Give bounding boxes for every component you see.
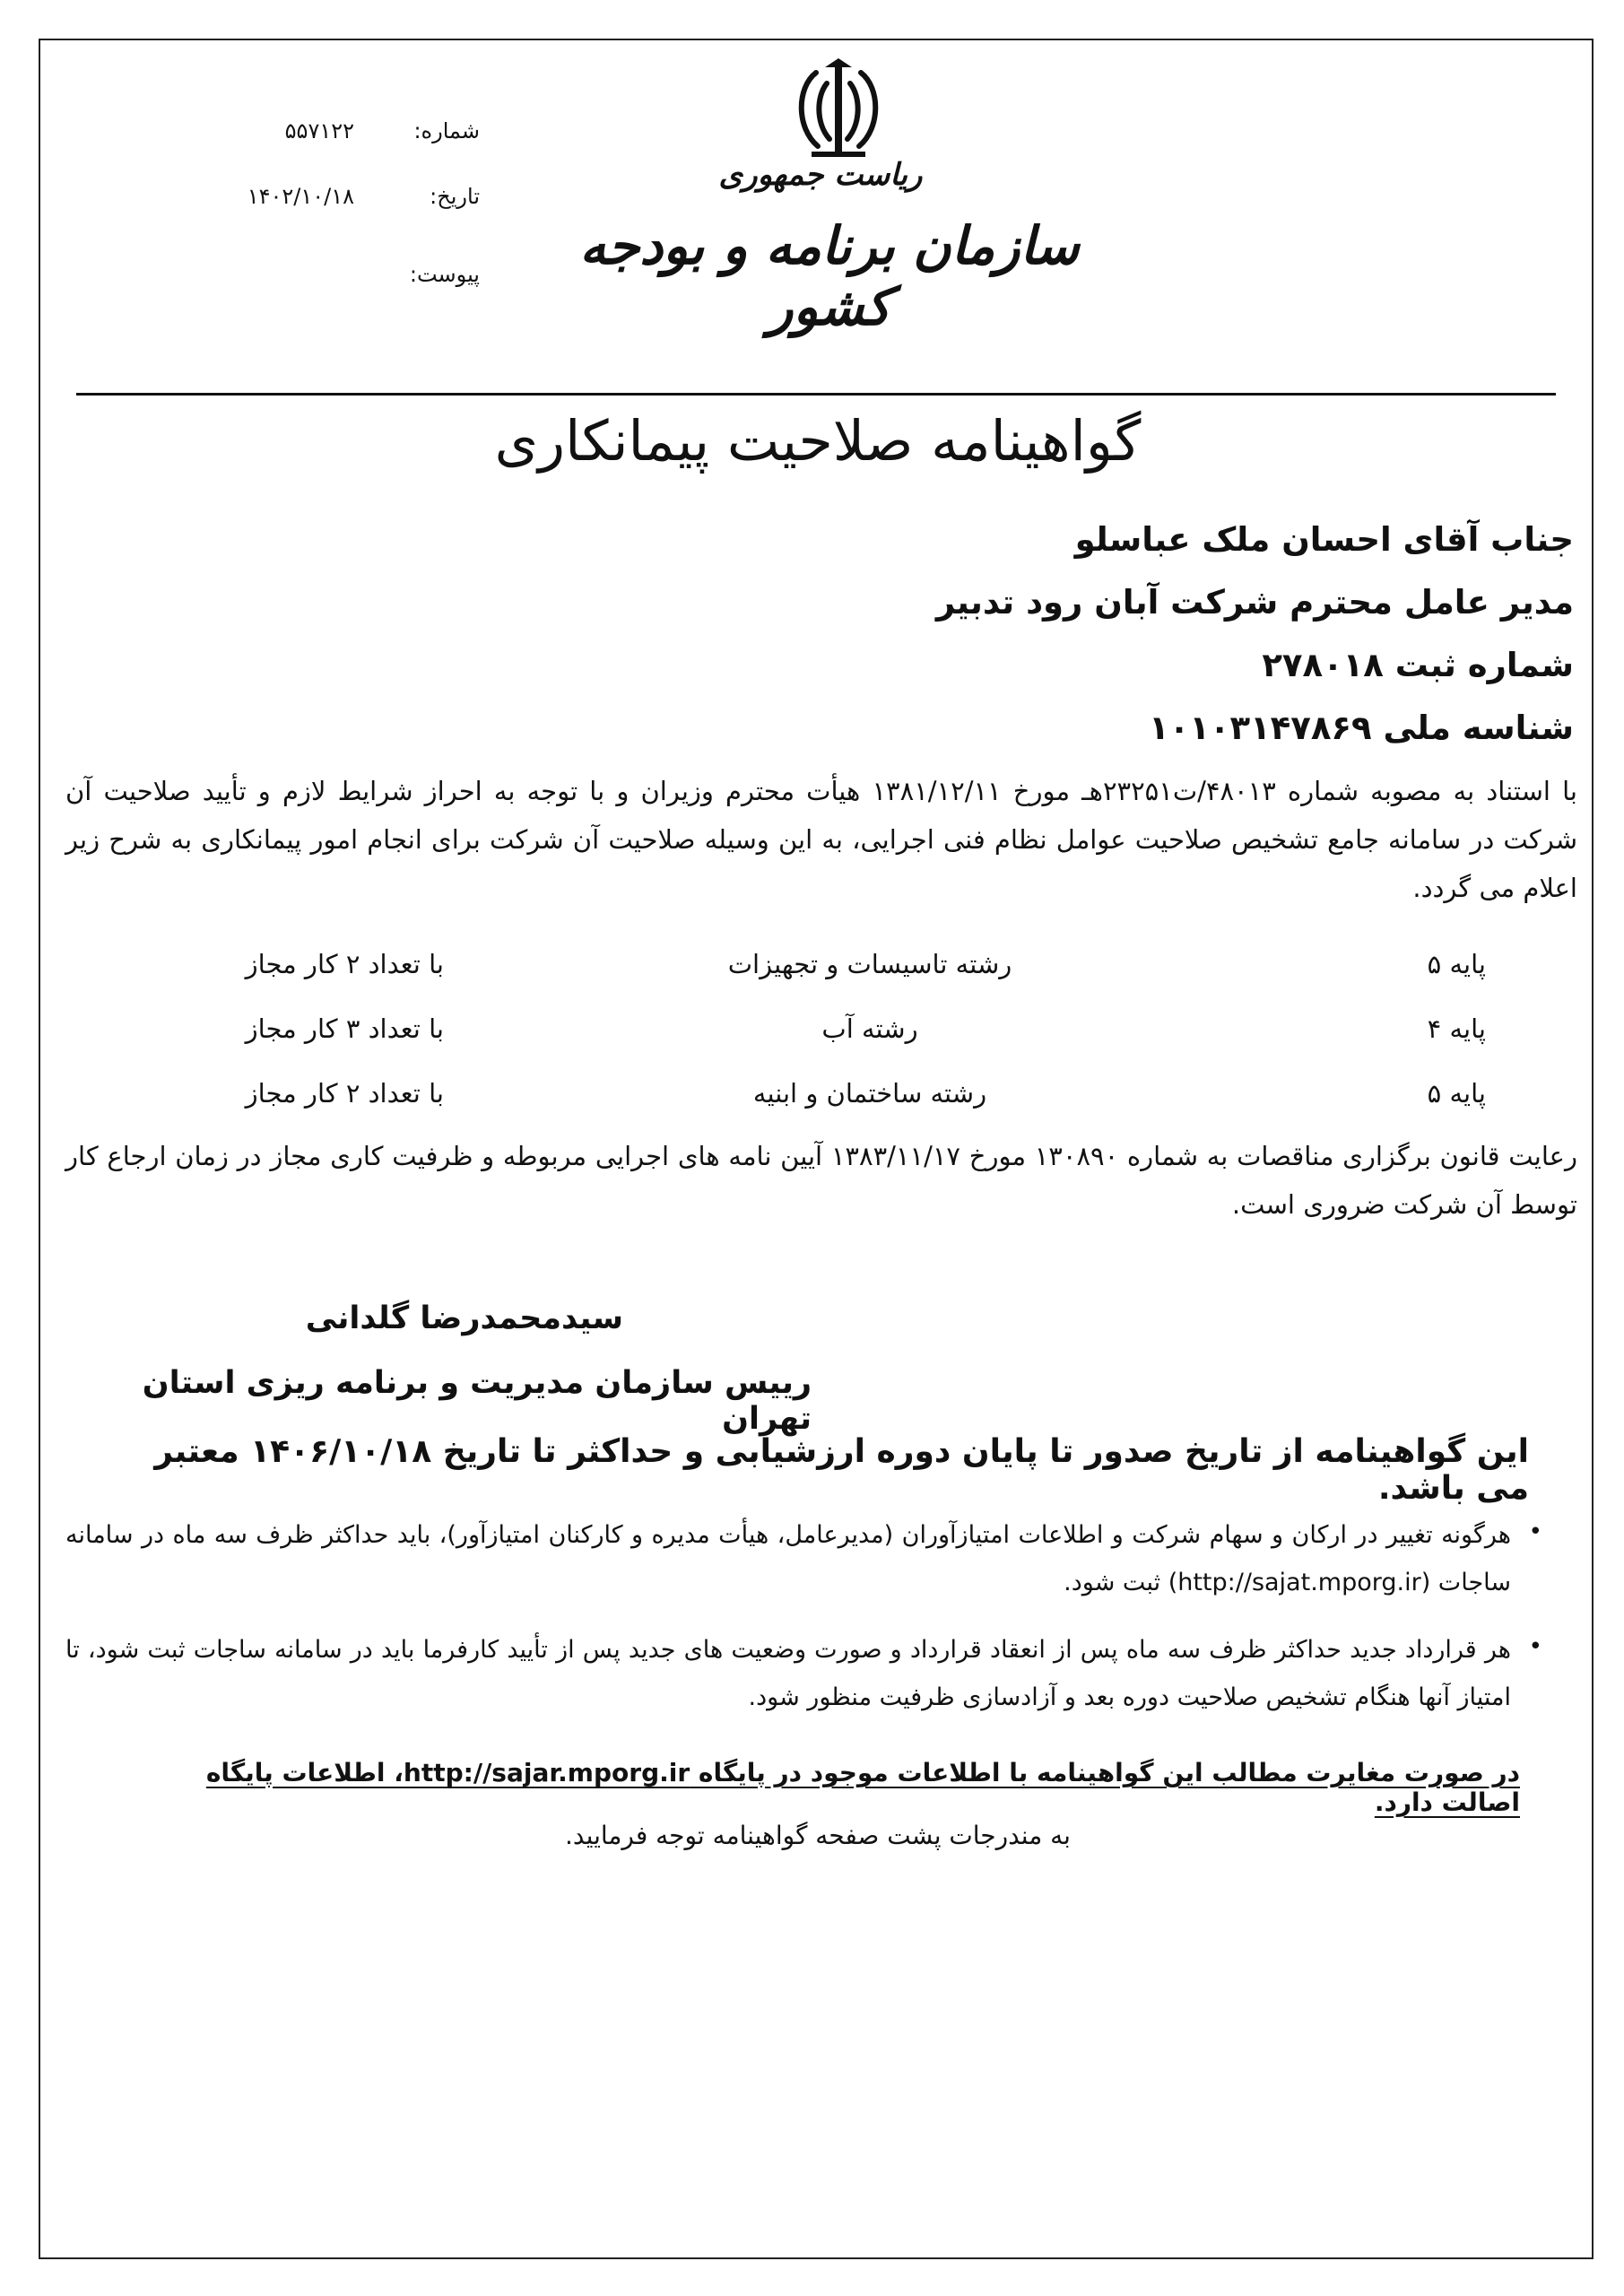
certificate-page xyxy=(39,39,1594,2259)
bullet-icon: • xyxy=(1528,1633,1542,1660)
qualification-grade: پایه ۵ xyxy=(1427,1078,1486,1109)
letter-attachment xyxy=(220,262,480,298)
qualification-count: با تعداد ۲ کار مجاز xyxy=(245,949,444,979)
compliance-paragraph: رعایت قانون برگزاری مناقصات به شماره ۱۳۰۸۹۰ مورخ ۱۳۸۳/۱۱/۱۷ آیین نامه های اجرایی مربوطه و ظرفیت کاری مجاز در زمان ارجاع کار توسط آن شرکت ضروری است. xyxy=(65,1141,1577,1220)
registration-number: شماره ثبت ۲۷۸۰۱۸ xyxy=(1262,646,1574,684)
note-item: هرگونه تغییر در ارکان و سهام شرکت و اطلاعات امتیازآوران (مدیرعامل، هیأت مدیره و کارکنان امتیازآور)، باید حداکثر ظرف سه ماه در سامانه ساجات (http://sajat.mporg.ir) ثبت شود. xyxy=(65,1521,1511,1596)
addressee-position: مدیر عامل محترم شرکت آبان رود تدبیر xyxy=(935,583,1574,622)
letter-attachment-label: پیوست: xyxy=(409,262,480,287)
qualification-count: با تعداد ۲ کار مجاز xyxy=(245,1078,444,1109)
qualification-grade: پایه ۴ xyxy=(1427,1013,1486,1044)
letter-date-label: تاریخ: xyxy=(430,184,480,209)
letter-number xyxy=(220,118,480,154)
signatory-name: سیدمحمدرضا گلدانی xyxy=(305,1300,623,1336)
addressee-name: جناب آقای احسان ملک عباسلو xyxy=(1074,520,1574,559)
bullet-icon: • xyxy=(1528,1518,1542,1545)
national-emblem-icon xyxy=(789,57,888,164)
signatory-position: رییس سازمان مدیریت و برنامه ریزی استان تهران xyxy=(142,1365,812,1437)
letter-date-value: ۱۴۰۲/۱۰/۱۸ xyxy=(247,184,354,209)
letter-date xyxy=(220,184,480,220)
qualification-field: رشته تاسیسات و تجهیزات xyxy=(727,949,1012,979)
authenticity-warning: در صورت مغایرت مطالب این گواهینامه با اطلاعات موجود در پایگاه http://sajar.mporg.ir، اطلاعات پایگاه اصالت دارد. xyxy=(205,1758,1520,1817)
qualification-count: با تعداد ۳ کار مجاز xyxy=(245,1013,444,1044)
validity-statement: این گواهینامه از تاریخ صدور تا پایان دوره ارزشیابی و حداکثر تا تاریخ ۱۴۰۶/۱۰/۱۸ معتبر می باشد. xyxy=(154,1433,1529,1507)
body-paragraph: با استناد به مصوبه شماره ۴۸۰۱۳/ت۲۳۲۵۱هـ مورخ ۱۳۸۱/۱۲/۱۱ هیأت محترم وزیران و با توجه به احراز شرایط لازم و تأیید صلاحیت آن شرکت در سامانه جامع تشخیص صلاحیت عوامل نظام فنی اجرایی، به این وسیله صلاحیت آن شرکت برای انجام امور پیمانکاری به شرح زیر اعلام می گردد. xyxy=(65,776,1578,903)
qualification-grade: پایه ۵ xyxy=(1427,949,1486,979)
header-divider xyxy=(76,393,1556,396)
letter-number-value: ۵۵۷۱۲۲ xyxy=(284,118,354,144)
organization-name: سازمان برنامه و بودجه کشور xyxy=(579,215,1080,337)
letter-number-label: شماره: xyxy=(413,118,480,144)
qualification-field: رشته ساختمان و ابنیه xyxy=(752,1078,987,1109)
back-page-note: به مندرجات پشت صفحه گواهینامه توجه فرمایید. xyxy=(565,1821,1071,1850)
qualification-field: رشته آب xyxy=(821,1013,918,1044)
certificate-title: گواهینامه صلاحیت پیمانکاری xyxy=(494,408,1142,474)
national-id: شناسه ملی ۱۰۱۰۳۱۴۷۸۶۹ xyxy=(1149,709,1574,747)
presidency-line: ریاست جمهوری xyxy=(718,157,923,193)
note-item: هر قرارداد جدید حداکثر ظرف سه ماه پس از انعقاد قرارداد و صورت وضعیت های جدید پس از تأیید کارفرما باید در سامانه ساجات ثبت شود، تا امتیاز آنها هنگام تشخیص صلاحیت دوره بعد و آزادسازی ظرفیت منظور شود. xyxy=(65,1636,1511,1711)
